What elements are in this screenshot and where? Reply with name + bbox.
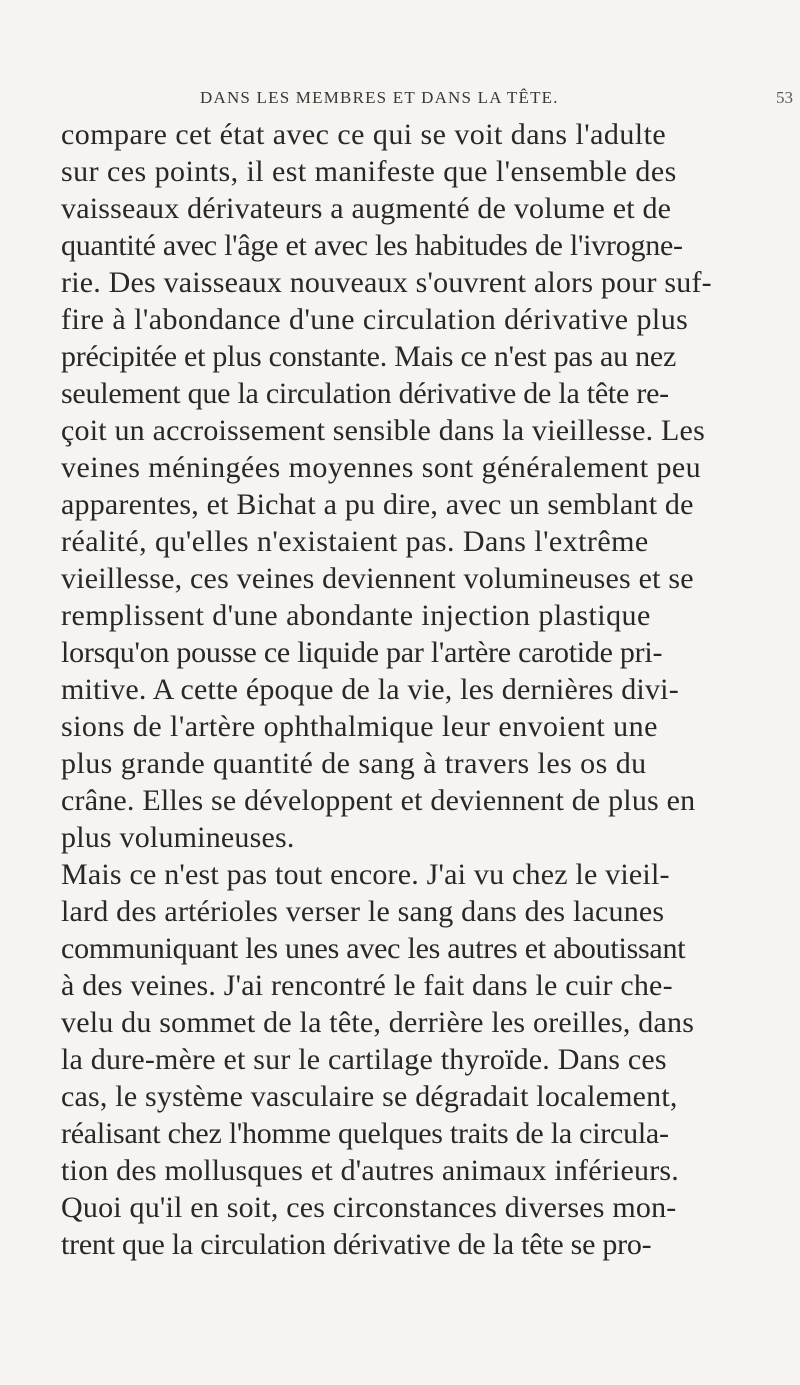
text-line-10: veines méningées moyennes sont généralement peu: [61, 451, 702, 484]
text-line-26: la dure-mère et sur le cartilage thyroïde. Dans ces: [61, 1043, 667, 1076]
text-line-3: vaisseaux dérivateurs a augmenté de volume et de: [61, 192, 672, 225]
text-line-12: réalité, qu'elles n'existaient pas. Dans l'extrême: [61, 525, 649, 558]
text-line-18: plus grande quantité de sang à travers les os du: [61, 747, 647, 780]
text-line-31: trent que la circulation dérivative de la tête se pro-: [61, 1228, 652, 1261]
text-line-23: communiquant les unes avec les autres et aboutissant: [61, 932, 686, 965]
text-line-9: çoit un accroissement sensible dans la vieillesse. Les: [61, 414, 705, 447]
text-line-29: tion des mollusques et d'autres animaux inférieurs.: [61, 1154, 679, 1187]
text-line-19: crâne. Elles se développent et deviennent de plus en: [61, 784, 696, 817]
text-line-27: cas, le système vasculaire se dégradait localement,: [61, 1080, 678, 1113]
text-line-14: remplissent d'une abondante injection plastique: [61, 599, 651, 632]
text-line-1: compare cet état avec ce qui se voit dans l'adulte: [61, 118, 667, 151]
text-line-17: sions de l'artère ophthalmique leur envoient une: [61, 710, 658, 743]
text-line-2: sur ces points, il est manifeste que l'ensemble des: [61, 155, 677, 188]
text-line-6: fire à l'abondance d'une circulation dérivative plus: [61, 303, 689, 336]
text-line-11: apparentes, et Bichat a pu dire, avec un semblant de: [61, 488, 694, 521]
text-line-16: mitive. A cette époque de la vie, les dernières divi-: [61, 673, 679, 706]
page-number: 53: [776, 88, 793, 107]
text-line-22: lard des artérioles verser le sang dans des lacunes: [61, 895, 665, 928]
text-line-15: lorsqu'on pousse ce liquide par l'artère carotide pri-: [61, 636, 663, 669]
text-line-4: quantité avec l'âge et avec les habitudes de l'ivrogne-: [61, 229, 683, 262]
text-line-5: rie. Des vaisseaux nouveaux s'ouvrent alors pour suf-: [61, 266, 712, 299]
text-line-13: vieillesse, ces veines deviennent volumineuses et se: [61, 562, 694, 595]
text-line-30: Quoi qu'il en soit, ces circonstances diverses mon-: [61, 1191, 677, 1224]
text-line-7: précipitée et plus constante. Mais ce n'est pas au nez: [61, 340, 677, 373]
text-line-24: à des veines. J'ai rencontré le fait dans le cuir che-: [61, 969, 673, 1002]
text-line-8: seulement que la circulation dérivative de la tête re-: [61, 377, 669, 410]
text-line-21: Mais ce n'est pas tout encore. J'ai vu chez le vieil-: [61, 858, 670, 891]
text-line-20: plus volumineuses.: [61, 821, 295, 854]
running-head: DANS LES MEMBRES ET DANS LA TÊTE.: [200, 88, 559, 107]
text-line-28: réalisant chez l'homme quelques traits de la circula-: [61, 1117, 669, 1150]
text-line-25: velu du sommet de la tête, derrière les oreilles, dans: [61, 1006, 695, 1039]
body-text: [61, 116, 781, 1263]
